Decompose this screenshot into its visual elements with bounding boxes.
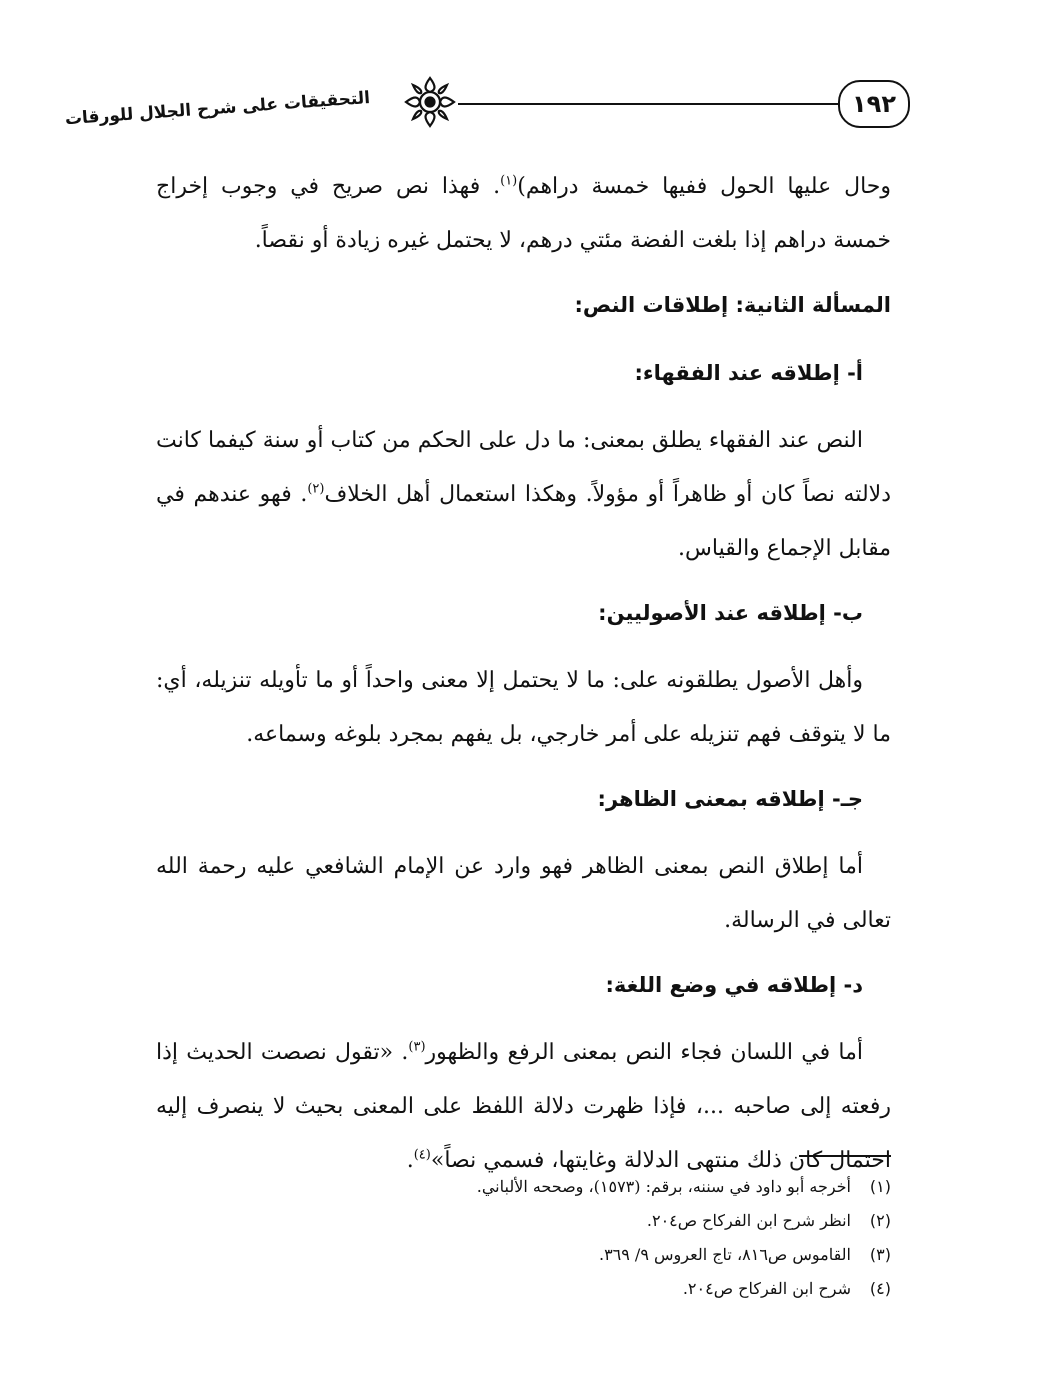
text-span: أما في اللسان فجاء النص بمعنى الرفع والظهور bbox=[425, 1040, 863, 1065]
subheading-d: د- إطلاقه في وضع اللغة: bbox=[605, 973, 863, 997]
footnote-ref-3: (٣) bbox=[408, 1039, 426, 1055]
footnotes bbox=[156, 1170, 891, 1306]
text-span: . bbox=[406, 1148, 414, 1173]
subheading-a: أ- إطلاقه عند الفقهاء: bbox=[634, 361, 863, 385]
text-span: . «تقول نصصت الحديث إذا رفعته إلى صاحبه ...، فإذا ظهرت دلالة اللفظ على المعنى بحيث لا ينصرف إليه احتمال كان ذلك منتهى الدلالة وغايتها، فسمي نصاً» bbox=[156, 1040, 891, 1173]
footnote bbox=[156, 1170, 891, 1204]
footnote-number: (٤) bbox=[869, 1279, 891, 1298]
footnote-text: انظر شرح ابن الفركاح ص٢٠٤. bbox=[646, 1211, 851, 1230]
subheading-b: ب- إطلاقه عند الأصوليين: bbox=[598, 601, 863, 625]
footnote-text: شرح ابن الفركاح ص٢٠٤. bbox=[682, 1279, 851, 1298]
text-span: دراهم إذا بلغت الفضة مئتي درهم، لا يحتمل غيره زيادة أو نقصاً. bbox=[254, 228, 827, 253]
footnote-number: (١) bbox=[869, 1177, 891, 1196]
footnote-ref-2: (٢) bbox=[307, 481, 325, 497]
page-header bbox=[64, 70, 910, 140]
running-title: التحقيقات على شرح الجلال للورقات bbox=[64, 88, 371, 130]
footnote bbox=[156, 1272, 891, 1306]
footnote bbox=[156, 1238, 891, 1272]
footnote-text: القاموس ص٨١٦، تاج العروس ٩/ ٣٦٩. bbox=[598, 1245, 851, 1264]
subheading-c: جـ- إطلاقه بمعنى الظاهر: bbox=[597, 787, 863, 811]
text-span: وحال عليها الحول ففيها خمسة دراهم) bbox=[517, 174, 891, 199]
footnote-ref-4: (٤) bbox=[413, 1147, 431, 1163]
paragraph-c: أما إطلاق النص بمعنى الظاهر فهو وارد عن الإمام الشافعي عليه رحمة الله تعالى في الرسالة. bbox=[156, 854, 891, 933]
footnote-text: أخرجه أبو داود في سننه، برقم: (١٥٧٣)، وصححه الألباني. bbox=[476, 1177, 851, 1196]
paragraph-intro bbox=[156, 160, 891, 268]
paragraph-b: وأهل الأصول يطلقونه على: ما لا يحتمل إلا معنى واحداً أو ما تأويله تنزيله، أي: ما لا يتوقف فهم تنزيله على أمر خارجي، بل يفهم بمجرد بلوغه وسماعه. bbox=[156, 668, 891, 747]
text-span: النص عند الفقهاء يطلق بمعنى: ما دل على الحكم من كتاب أو سنة كيفما كانت دلالته نصاً كان أو ظاهراً أو مؤولاً. وهكذا استعمال أهل الخلاف bbox=[156, 428, 891, 507]
header-rule bbox=[458, 103, 838, 105]
text-span: . فهذا نص صريح في وجوب إخراج خمسة bbox=[156, 174, 891, 253]
paragraph-a bbox=[156, 414, 891, 576]
footnote-separator bbox=[799, 1155, 891, 1157]
main-text bbox=[156, 160, 891, 1198]
text-span: . فهو عندهم في مقابل الإجماع والقياس. bbox=[156, 482, 891, 561]
footnote-number: (٣) bbox=[869, 1245, 891, 1264]
footnote bbox=[156, 1204, 891, 1238]
arabesque-ornament-icon bbox=[402, 74, 458, 130]
footnote-number: (٢) bbox=[869, 1211, 891, 1230]
page-number: ١٩٢ bbox=[838, 80, 910, 128]
footnote-ref-1: (١) bbox=[500, 173, 518, 189]
paragraph-d bbox=[156, 1026, 891, 1188]
section-heading: المسألة الثانية: إطلاقات النص: bbox=[574, 293, 891, 317]
